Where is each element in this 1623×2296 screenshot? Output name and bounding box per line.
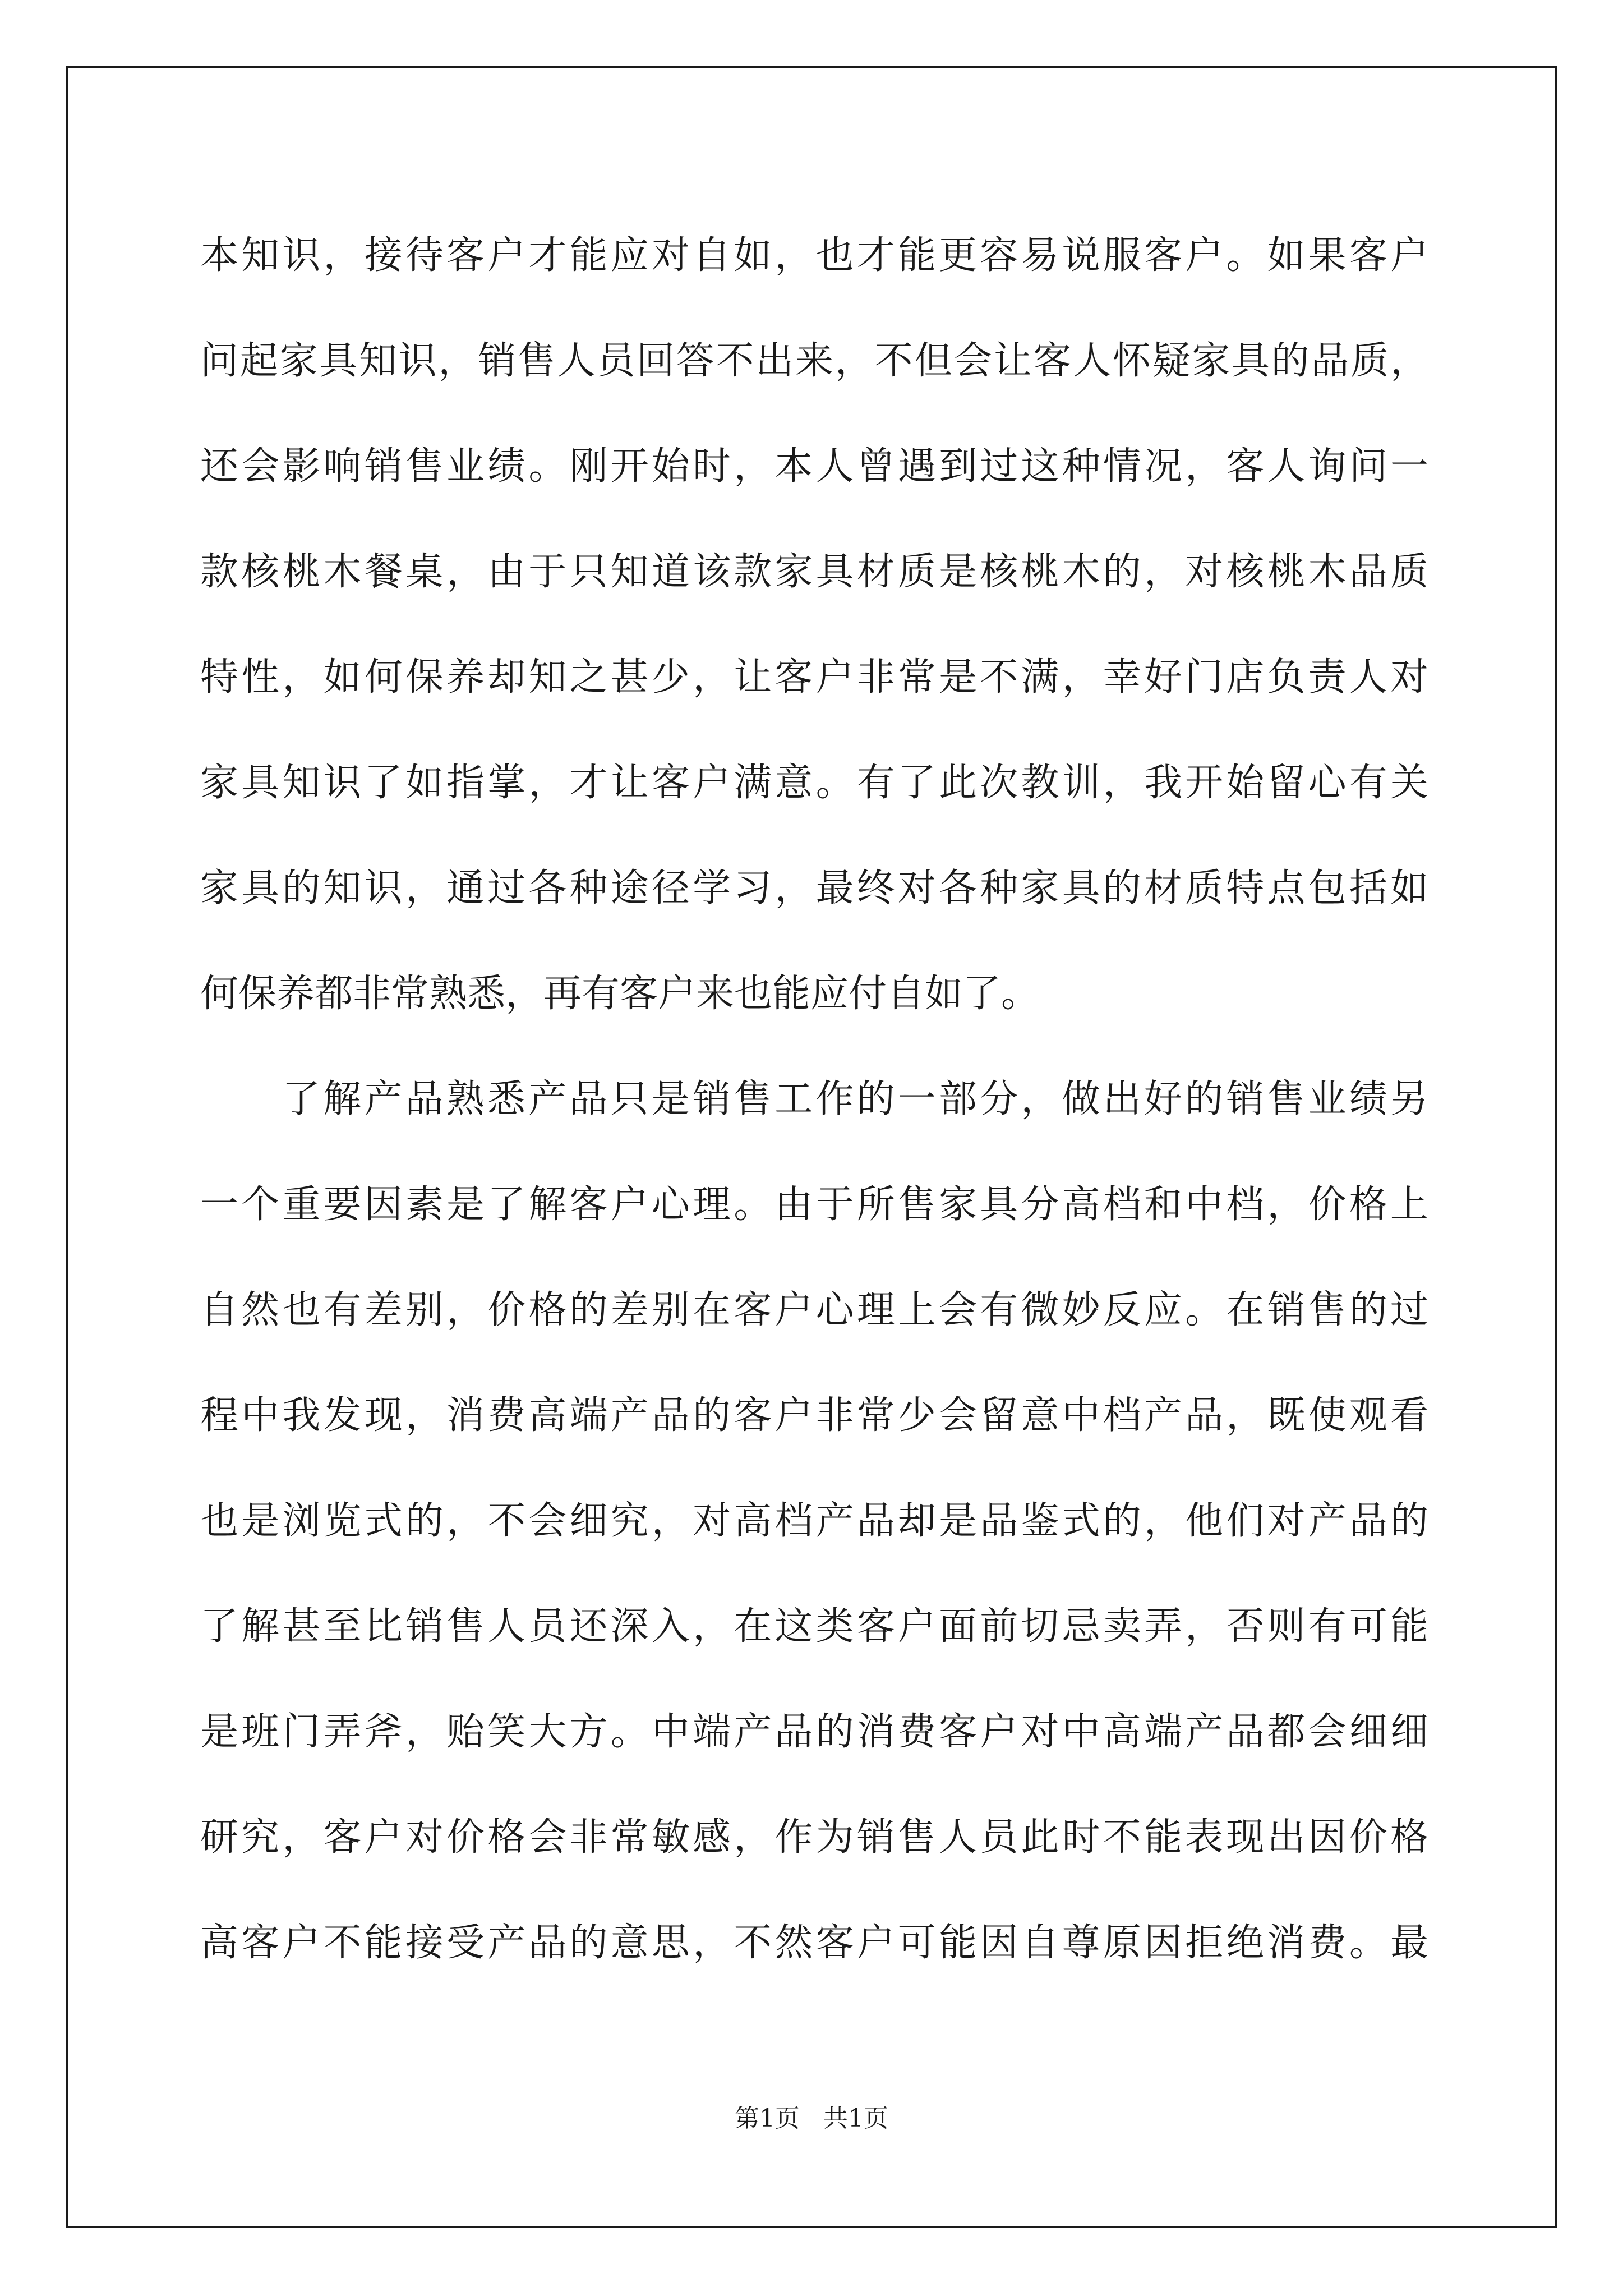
text-line: 一个重要因素是了解客户心理。由于所售家具分高档和中档，价格上 [200, 1182, 1428, 1227]
text-line: 是班门弄斧，贻笑大方。中端产品的消费客户对中高端产品都会细细 [200, 1710, 1428, 1754]
page-number-footer: 第1页 共1页 [735, 2104, 888, 2133]
text-line: 家具的知识，通过各种途径学习，最终对各种家具的材质特点包括如 [200, 866, 1428, 910]
text-line: 研究，客户对价格会非常敏感，作为销售人员此时不能表现出因价格 [200, 1815, 1428, 1860]
text-line: 本知识，接待客户才能应对自如，也才能更容易说服客户。如果客户 [200, 233, 1428, 278]
text-line: 家具知识了如指掌，才让客户满意。有了此次教训，我开始留心有关 [200, 761, 1428, 805]
text-line: 了解甚至比销售人员还深入，在这类客户面前切忌卖弄，否则有可能 [200, 1604, 1428, 1649]
text-line: 也是浏览式的，不会细究，对高档产品却是品鉴式的，他们对产品的 [200, 1499, 1428, 1543]
text-line: 特性，如何保养却知之甚少，让客户非常是不满，幸好门店负责人对 [200, 655, 1428, 700]
text-line: 问起家具知识，销售人员回答不出来，不但会让客人怀疑家具的品质， [200, 339, 1428, 383]
text-line: 了解产品熟悉产品只是销售工作的一部分，做出好的销售业绩另 [282, 1077, 1428, 1121]
text-line: 还会影响销售业绩。刚开始时，本人曾遇到过这种情况，客人询问一 [200, 444, 1428, 489]
text-line: 何保养都非常熟悉，再有客户来也能应付自如了。 [200, 972, 1040, 1016]
document-body [200, 203, 1428, 1996]
text-line: 款核桃木餐桌，由于只知道该款家具材质是核桃木的，对核桃木品质 [200, 550, 1428, 594]
text-line: 高客户不能接受产品的意思，不然客户可能因自尊原因拒绝消费。最 [200, 1921, 1428, 1965]
text-line: 程中我发现，消费高端产品的客户非常少会留意中档产品，既使观看 [200, 1393, 1428, 1438]
text-line: 自然也有差别，价格的差别在客户心理上会有微妙反应。在销售的过 [200, 1288, 1428, 1332]
